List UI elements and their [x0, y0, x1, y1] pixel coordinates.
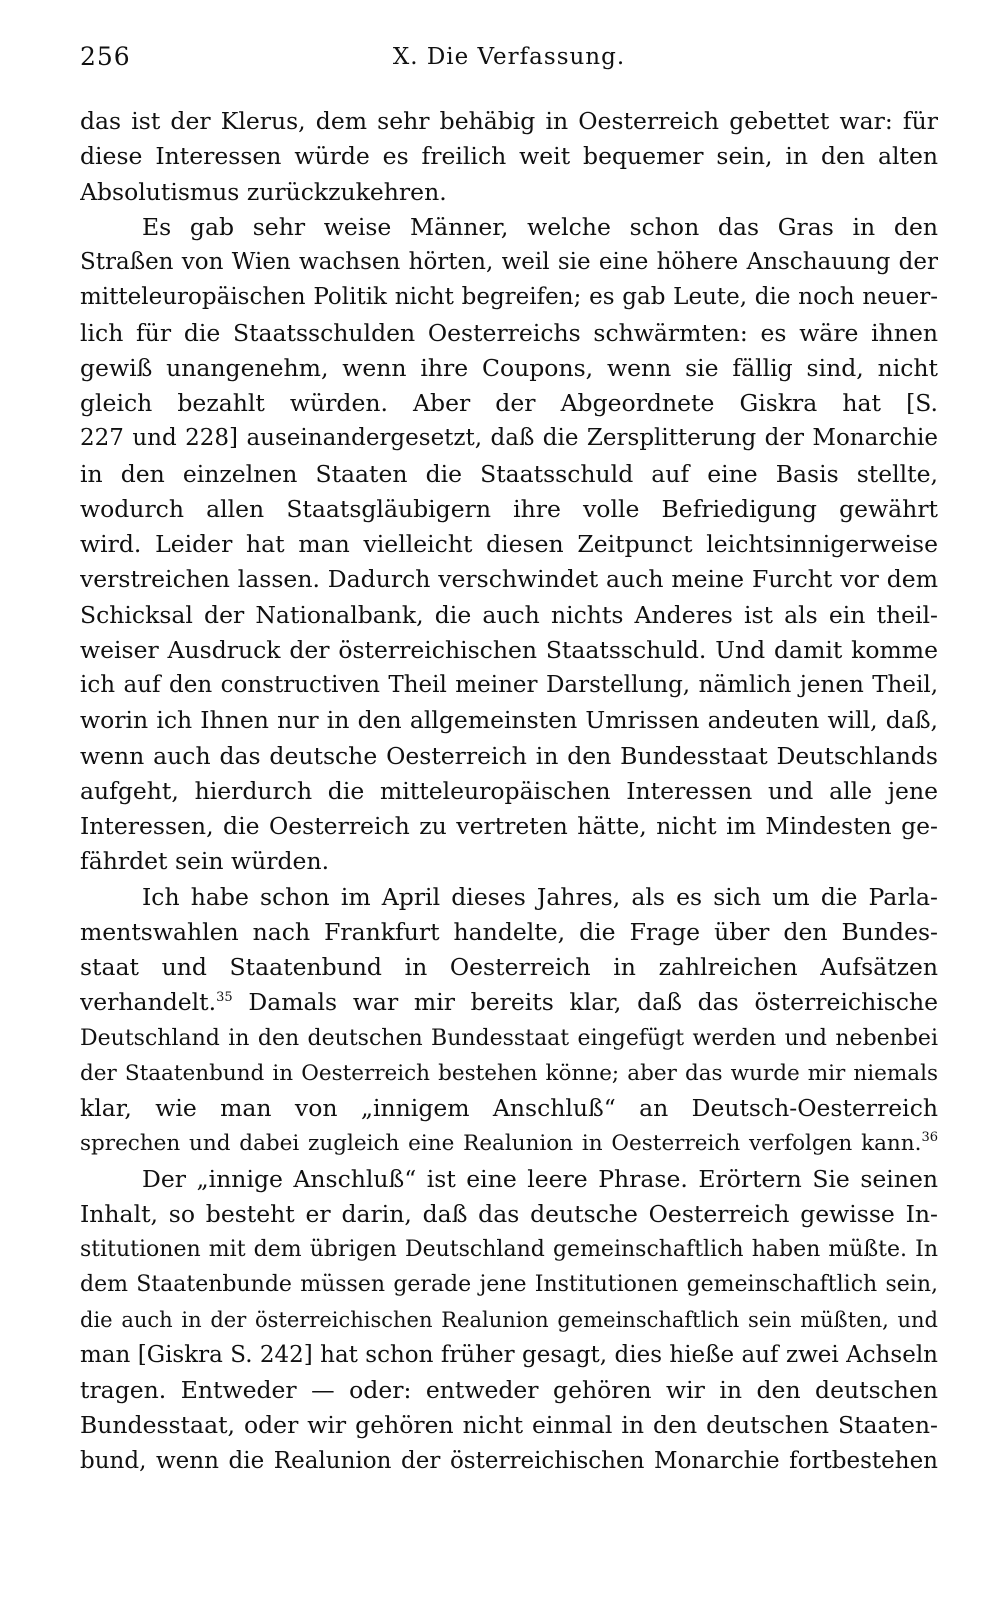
text-line: gewiß unangenehm, wenn ihre Coupons, wenn sie fällig sind, nicht — [80, 353, 938, 382]
text-line: man [Giskra S. 242] hat schon früher gesagt, dies hieße auf zwei Achseln — [80, 1341, 938, 1368]
text-line: worin ich Ihnen nur in den allgemeinsten Umrissen andeuten will, daß, — [80, 706, 938, 735]
text-line: das ist der Klerus, dem sehr behäbig in Oesterreich gebettet war: für — [80, 107, 938, 135]
text-line: Bundesstaat, oder wir gehören nicht einmal in den deutschen Staaten- — [80, 1411, 938, 1440]
paragraph-start-line: Der „innige Anschluß“ ist eine leere Phrase. Erörtern Sie seinen — [142, 1164, 938, 1193]
paragraph-start-line: Es gab sehr weise Männer, welche schon das Gras in den — [142, 212, 938, 241]
text-line: stitutionen mit dem übrigen Deutschland gemeinschaftlich haben müßte. In — [80, 1237, 938, 1262]
text-line: 227 und 228] auseinandergesetzt, daß die Zersplitterung der Monarchie — [80, 425, 938, 452]
paragraph-start-line: Ich habe schon im April dieses Jahres, als es sich um die Parla- — [142, 882, 938, 911]
text-line: Straßen von Wien wachsen hörten, weil sie eine höhere Anschauung der — [80, 249, 938, 275]
text-line: wenn auch das deutsche Oesterreich in den Bundesstaat Deutschlands — [80, 741, 938, 770]
text-line: ich auf den constructiven Theil meiner Darstellung, nämlich jenen Theil, — [80, 672, 938, 698]
text-line: in den einzelnen Staaten die Staatsschuld auf eine Basis stellte, — [80, 459, 938, 488]
text-line: staat und Staatenbund in Oesterreich in zahlreichen Aufsätzen — [80, 953, 938, 981]
text-line: gleich bezahlt würden. Aber der Abgeordnete Giskra hat [S. — [80, 389, 938, 417]
text-line: wird. Leider hat man vielleicht diesen Zeitpunct leichtsinnigerweise — [80, 530, 938, 558]
text-line: diese Interessen würde es freilich weit bequemer sein, in den alten — [80, 142, 938, 171]
text-line: fährdet sein würden. — [80, 847, 330, 876]
text-line: Interessen, die Oesterreich zu vertreten hätte, nicht im Mindesten ge- — [80, 812, 938, 840]
text-line: klar, wie man von „innigem Anschluß“ an Deutsch-Oesterreich — [80, 1094, 938, 1122]
text-line: verstreichen lassen. Dadurch verschwindet auch meine Furcht vor dem — [80, 565, 938, 594]
text-line: mitteleuropäischen Politik nicht begreifen; es gab Leute, die noch neuer- — [80, 284, 938, 311]
footnote-ref: 36 — [921, 1130, 938, 1146]
text-line: wodurch allen Staatsgläubigern ihre volle Befriedigung gewährt — [80, 494, 938, 523]
text-line: die auch in der österreichischen Realunion gemeinschaftlich sein müßten, und — [80, 1307, 938, 1332]
footnote-ref: 35 — [216, 990, 233, 1006]
body-text — [80, 104, 938, 1479]
text-line: bund, wenn die Realunion der österreichischen Monarchie fortbestehen — [80, 1447, 938, 1474]
text-line: der Staatenbund in Oesterreich bestehen könne; aber das wurde mir niemals — [80, 1060, 938, 1086]
text-line: Inhalt, so besteht er darin, daß das deutsche Oesterreich gewisse In- — [80, 1199, 938, 1228]
text-line: Deutschland in den deutschen Bundesstaat eingefügt werden und nebenbei — [80, 1025, 938, 1051]
page-header — [80, 42, 938, 82]
text-line: sprechen und dabei zugleich eine Realunion in Oesterreich verfolgen kann.$^{36}$ — [80, 1130, 938, 1157]
running-title: X. Die Verfassung. — [392, 44, 626, 70]
text-line: verhandelt.$^{35}$ Damals war mir bereits klar, daß das österreichische — [80, 988, 938, 1017]
text-line: mentswahlen nach Frankfurt handelte, die Frage über den Bundes- — [80, 917, 938, 946]
text-line: lich für die Staatsschulden Oesterreichs schwärmten: es wäre ihnen — [80, 318, 938, 347]
text-line: dem Staatenbunde müssen gerade jene Institutionen gemeinschaftlich sein, — [80, 1272, 938, 1298]
text-line: weiser Ausdruck der österreichischen Staatsschuld. Und damit komme — [80, 635, 938, 664]
page-number: 256 — [80, 42, 131, 71]
text-line: Absolutismus zurückzukehren. — [80, 177, 447, 206]
text-line: aufgeht, hierdurch die mitteleuropäischen Interessen und alle jene — [80, 776, 938, 805]
text-line: tragen. Entweder — oder: entweder gehören wir in den deutschen — [80, 1376, 938, 1404]
text-line: Schicksal der Nationalbank, die auch nichts Anderes ist als ein theil- — [80, 600, 938, 629]
